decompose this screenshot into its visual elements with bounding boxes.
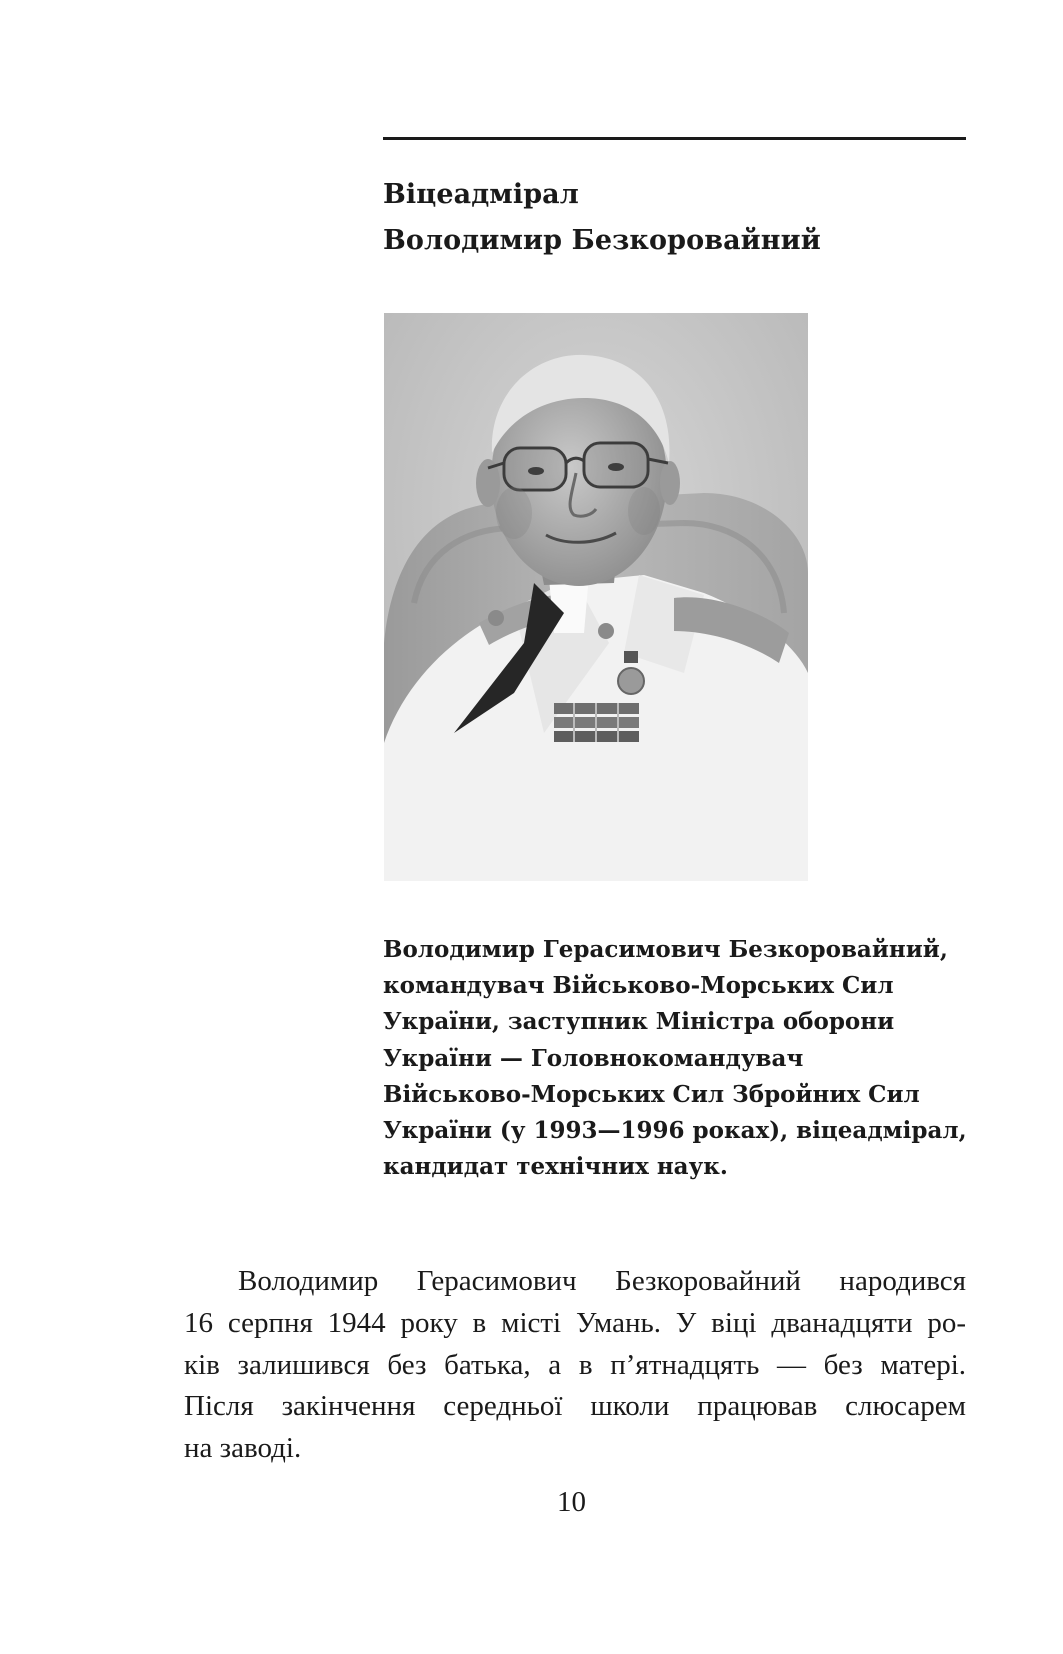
body-line: на заводі. <box>184 1432 302 1465</box>
body-line: ків залишився без батька, а в п’ятнадцять — без матері. <box>184 1348 966 1381</box>
heading-rank: Віцеадмірал <box>383 179 579 210</box>
caption-line: України — Головнокомандувач <box>383 1044 804 1072</box>
photo-caption <box>383 932 967 1185</box>
top-rule <box>383 137 966 140</box>
body-line: Володимир Герасимович Безкоровайний народився <box>238 1265 966 1297</box>
body-line: 16 серпня 1944 року в місті Умань. У віці дванадцяти ро- <box>184 1306 966 1339</box>
caption-line: командувач Військово-Морських Сил <box>383 972 894 1000</box>
caption-line: Володимир Герасимович Безкоровайний, <box>383 936 948 963</box>
heading-name: Володимир Безкоровайний <box>383 225 821 256</box>
page-number: 10 <box>557 1486 586 1518</box>
portrait-photo <box>384 313 808 881</box>
caption-line: Військово-Морських Сил Збройних Сил <box>383 1080 920 1108</box>
portrait-photo-icon <box>384 313 808 881</box>
chapter-heading <box>383 172 821 264</box>
body-line: Після закінчення середньої школи працював слюсарем <box>184 1390 966 1423</box>
caption-line: України, заступник Міністра оборони <box>383 1008 895 1036</box>
caption-line: України (у 1993—1996 роках), віцеадмірал, <box>383 1117 967 1145</box>
caption-line: кандидат технічних наук. <box>383 1153 728 1181</box>
body-paragraph <box>184 1261 966 1470</box>
